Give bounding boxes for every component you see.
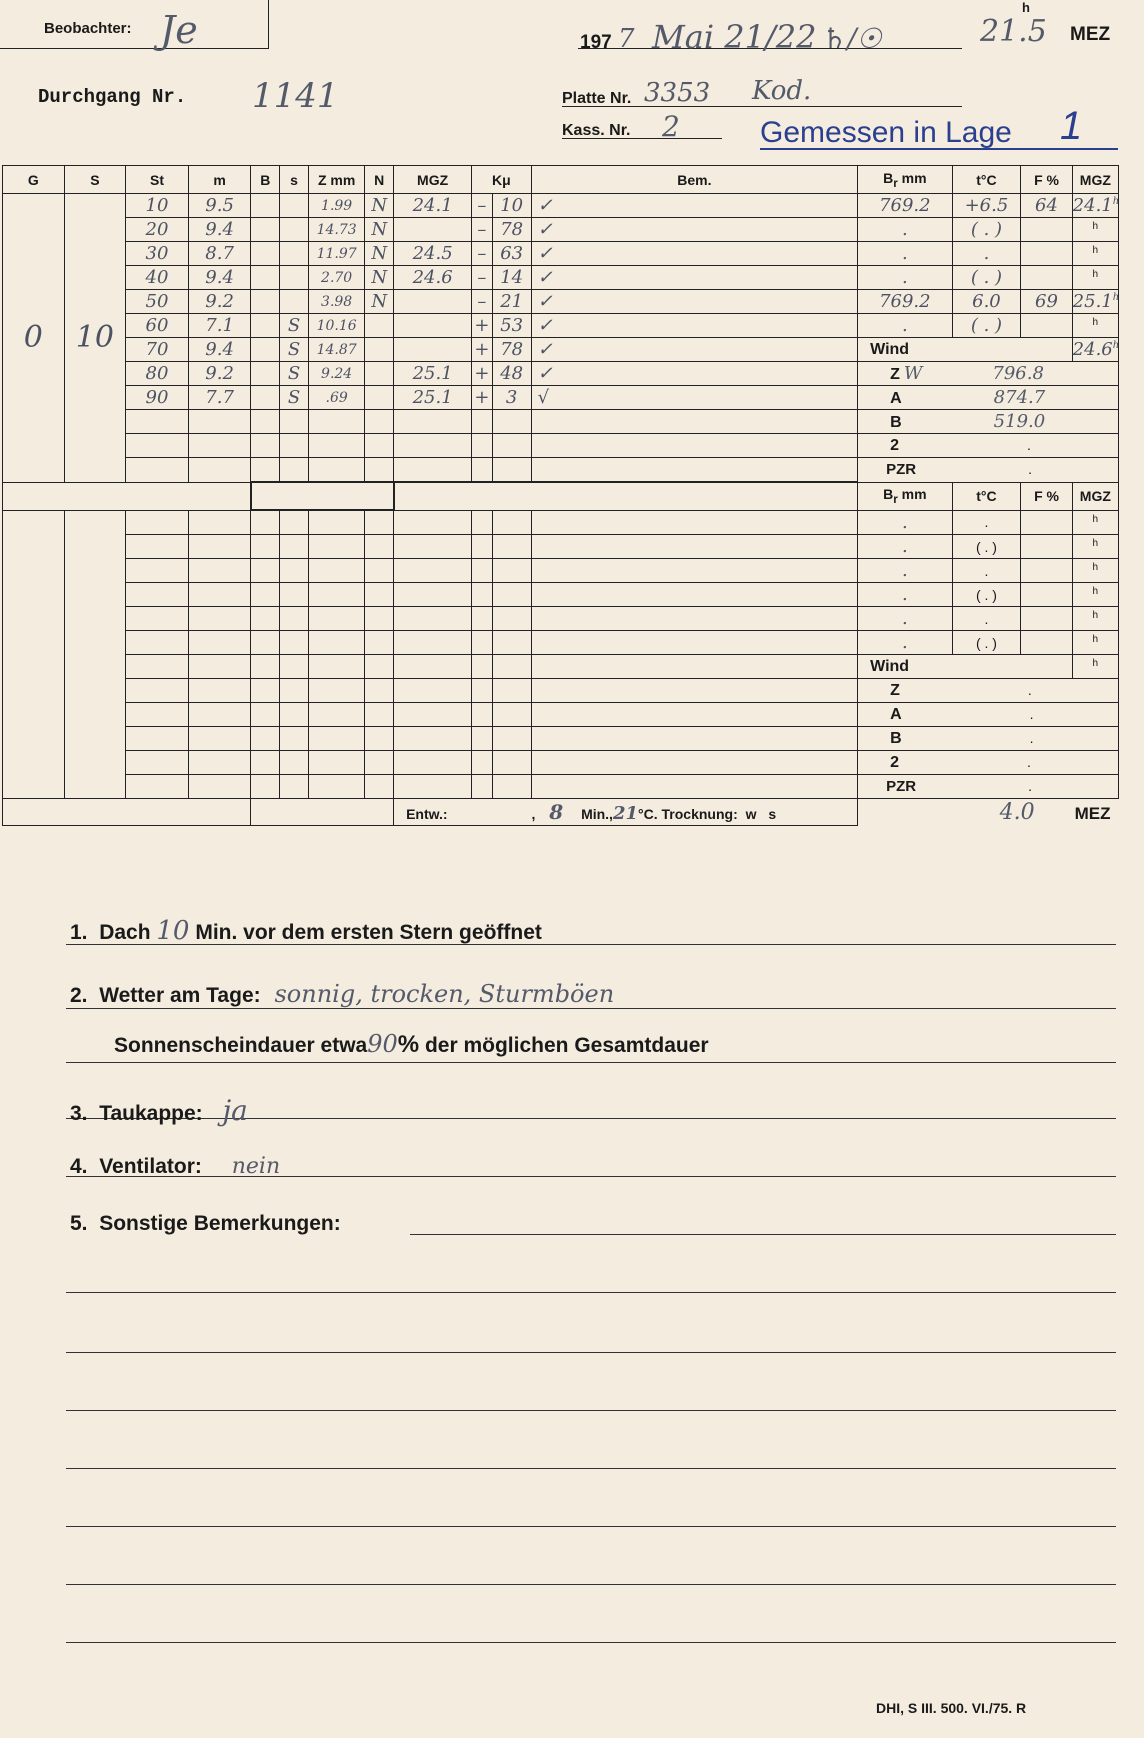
- param-label: A: [890, 390, 902, 407]
- meteo-br: .: [858, 583, 952, 607]
- observer-label: Beobachter:: [44, 20, 132, 37]
- q5-label: Sonstige Bemerkungen:: [99, 1212, 341, 1235]
- end-time: 4.0: [999, 799, 1035, 825]
- param-value: .: [1027, 753, 1031, 770]
- br-sub: r: [893, 176, 898, 190]
- cell-z: .69: [308, 386, 364, 410]
- param-label: Z: [890, 681, 900, 699]
- unit-h: h: [1112, 292, 1120, 303]
- unit-h: h: [1092, 538, 1099, 550]
- cell-n: [365, 314, 394, 338]
- meteo-f: 69: [1021, 290, 1072, 314]
- meteo-f: 64: [1021, 194, 1072, 218]
- meteo-br: .: [858, 314, 952, 338]
- cell-k-value: 63: [492, 242, 531, 266]
- cell-b: [251, 266, 280, 290]
- table-row: [3, 703, 1119, 727]
- meteo-br: .: [858, 559, 952, 583]
- cell-z: 3.98: [308, 290, 364, 314]
- meteo-t: +6.5: [952, 194, 1021, 218]
- kass-label: Kass. Nr.: [562, 122, 631, 139]
- col-kmu: Kμ: [472, 166, 532, 194]
- cell-m: 9.2: [188, 290, 251, 314]
- cell-n: [365, 338, 394, 362]
- cell-st: 10: [126, 194, 189, 218]
- cell-s: S: [280, 338, 309, 362]
- cell-k-sign: +: [472, 386, 493, 410]
- wind-mgz: [1072, 338, 1118, 362]
- col-mgz2-2: MGZ: [1072, 482, 1118, 510]
- cell-n: N: [365, 242, 394, 266]
- cell-k-sign: –: [472, 242, 493, 266]
- unit-h: h: [1092, 562, 1099, 574]
- col-mgz: MGZ: [394, 166, 472, 194]
- lage-stamp: [760, 104, 1118, 150]
- meteo-mgz: [1072, 242, 1118, 266]
- stamp-text: Gemessen in Lage: [760, 116, 1012, 149]
- cell-k-sign: +: [472, 338, 493, 362]
- observer-box: [0, 0, 269, 52]
- date-line: [578, 18, 962, 56]
- col-br-2: $B_r$ mm: [858, 482, 952, 510]
- unit-h: h: [1092, 245, 1099, 257]
- param-value: 519.0: [993, 411, 1046, 432]
- cell-k-sign: –: [472, 266, 493, 290]
- end-zone: MEZ: [1074, 803, 1111, 823]
- table-row: [3, 458, 1119, 483]
- table-row: [3, 194, 1119, 218]
- cell-st: 50: [126, 290, 189, 314]
- cell-k-value: 53: [492, 314, 531, 338]
- param-value: .: [1028, 461, 1032, 478]
- param-pzr-2: [858, 775, 1119, 799]
- end-time-cell: [858, 799, 1119, 826]
- q4: [70, 1154, 280, 1179]
- platte-label: Platte Nr.: [562, 90, 632, 107]
- block-separator: [3, 482, 1119, 510]
- cell-k-sign: +: [472, 314, 493, 338]
- cell-b: [251, 242, 280, 266]
- param-extra: W: [903, 363, 923, 384]
- table-row: [3, 266, 1119, 290]
- q2b-value: 90: [367, 1030, 398, 1058]
- param-label: B: [890, 414, 902, 431]
- param-label: A: [890, 705, 902, 723]
- year-hand: 7: [618, 24, 635, 54]
- table-row: [3, 631, 1119, 655]
- cell-s: [280, 242, 309, 266]
- q1-value: 10: [156, 916, 190, 946]
- table-row: [3, 607, 1119, 631]
- cell-st: 20: [126, 218, 189, 242]
- unit-h: h: [1092, 658, 1099, 670]
- unit-h: h: [1112, 340, 1120, 351]
- table-row: [3, 314, 1119, 338]
- cell-n: N: [365, 290, 394, 314]
- cell-z: 11.97: [308, 242, 364, 266]
- meteo-mgz: [1072, 314, 1118, 338]
- cell-k-value: 21: [492, 290, 531, 314]
- kass-line: [562, 110, 722, 143]
- col-z: Z mm: [308, 166, 364, 194]
- param-value: .: [1029, 705, 1034, 722]
- q2b: [114, 1030, 709, 1059]
- col-st: St: [126, 166, 189, 194]
- temp-label: °C. Trocknung:: [638, 806, 738, 822]
- param-label: 2: [890, 753, 900, 771]
- meteo-t: ( . ): [952, 218, 1021, 242]
- meteo-mgz: [1072, 290, 1118, 314]
- q1-b: Min. vor dem ersten Stern geöffnet: [195, 921, 542, 944]
- cell-mgz: 25.1: [394, 386, 472, 410]
- trock-w: w: [745, 806, 757, 822]
- table-row: [3, 751, 1119, 775]
- param-value: .: [1027, 681, 1032, 698]
- param-label: 2: [890, 436, 900, 454]
- table-row: [3, 535, 1119, 559]
- meteo-br: .: [858, 266, 952, 290]
- meteo-f: [1021, 242, 1072, 266]
- cell-mgz: 24.6: [394, 266, 472, 290]
- entw-cell: [394, 799, 858, 826]
- observation-table: [2, 165, 1119, 826]
- table-row: [3, 218, 1119, 242]
- cell-s: S: [280, 386, 309, 410]
- table-row: [3, 727, 1119, 751]
- cell-bem: ✓: [531, 314, 857, 338]
- footer-row: [3, 799, 1119, 826]
- cell-n: [365, 362, 394, 386]
- q2-value: sonnig, trocken, Sturmböen: [274, 980, 615, 1008]
- col-mgz2: MGZ: [1072, 166, 1118, 194]
- q1: [70, 916, 542, 946]
- param-value: .: [1029, 729, 1034, 746]
- col-f-2: F %: [1021, 482, 1072, 510]
- cell-b: [251, 314, 280, 338]
- cell-z: 10.16: [308, 314, 364, 338]
- cell-s: [280, 266, 309, 290]
- cell-k-value: 3: [492, 386, 531, 410]
- q5-num: 5.: [70, 1212, 88, 1235]
- param-a-2: [858, 703, 1119, 727]
- cell-z: 2.70: [308, 266, 364, 290]
- q2-num: 2.: [70, 984, 88, 1007]
- table-row: [3, 362, 1119, 386]
- cell-bem: ✓: [531, 242, 857, 266]
- param-b: [858, 410, 1119, 434]
- min-label: Min.,: [581, 806, 613, 822]
- cell-m: 7.7: [188, 386, 251, 410]
- q2b-pct: %: [397, 1031, 420, 1058]
- cell-z: 14.73: [308, 218, 364, 242]
- param-value: 796.8: [992, 363, 1044, 384]
- col-s-small: s: [280, 166, 309, 194]
- cell-k-sign: –: [472, 218, 493, 242]
- durchgang-label: Durchgang Nr.: [38, 86, 187, 108]
- meteo-mgz: [1072, 266, 1118, 290]
- cell-mgz: [394, 338, 472, 362]
- meteo-mgz-value: 24.1: [1072, 195, 1113, 216]
- cell-m: 8.7: [188, 242, 251, 266]
- meteo-mgz-value: 25.1: [1072, 291, 1113, 312]
- cell-bem: √: [531, 386, 857, 410]
- table-row: [3, 775, 1119, 799]
- cell-k-sign: –: [472, 194, 493, 218]
- time-zone: MEZ: [1070, 24, 1111, 45]
- table-row: [3, 338, 1119, 362]
- meteo-br: .: [858, 510, 952, 535]
- param-b-2: [858, 727, 1119, 751]
- cell-st: 70: [126, 338, 189, 362]
- q2-label: Wetter am Tage:: [99, 984, 261, 1007]
- unit-h: h: [1092, 269, 1099, 281]
- param-a: [858, 386, 1119, 410]
- entw-value: 8: [549, 800, 564, 824]
- meteo-f: [1021, 266, 1072, 290]
- meteo-t: .: [952, 559, 1021, 583]
- q3: [70, 1094, 248, 1127]
- time-value: 21.5: [980, 14, 1047, 49]
- cell-st: 80: [126, 362, 189, 386]
- cell-z: 1.99: [308, 194, 364, 218]
- cell-b: [251, 290, 280, 314]
- q3-label: Taukappe:: [99, 1102, 203, 1125]
- q4-label: Ventilator:: [99, 1155, 202, 1178]
- param-2-2: [858, 751, 1119, 775]
- meteo-f: [1021, 218, 1072, 242]
- unit-h: h: [1092, 221, 1099, 233]
- param-label: Z: [890, 366, 900, 383]
- cell-m: 9.2: [188, 362, 251, 386]
- q4-value: nein: [231, 1154, 281, 1179]
- q5-line: [410, 1234, 1116, 1235]
- unit-h: h: [1112, 196, 1120, 207]
- cell-mgz: [394, 218, 472, 242]
- meteo-mgz: [1072, 194, 1118, 218]
- cell-m: 9.5: [188, 194, 251, 218]
- entw-comma: ,: [531, 806, 536, 822]
- meteo-t: .: [952, 607, 1021, 631]
- platte-value: 3353: [644, 78, 711, 108]
- meteo-t: ( . ): [952, 631, 1021, 655]
- table-row: [3, 559, 1119, 583]
- remark-line: [66, 1642, 1116, 1643]
- cell-n: N: [365, 194, 394, 218]
- cell-s: S: [280, 362, 309, 386]
- remark-line: [66, 1584, 1116, 1585]
- col-m: m: [188, 166, 251, 194]
- time-unit-h: h: [1022, 0, 1030, 15]
- cell-st: 40: [126, 266, 189, 290]
- table-row: [3, 583, 1119, 607]
- q2b-b: der möglichen Gesamtdauer: [424, 1034, 709, 1057]
- col-g: G: [3, 166, 65, 194]
- col-f: F %: [1021, 166, 1072, 194]
- cell-k-value: 10: [492, 194, 531, 218]
- q2-line: [66, 1008, 1116, 1009]
- wind-label: Wind: [858, 338, 1073, 362]
- cell-bem: ✓: [531, 218, 857, 242]
- form-code: DHI, S III. 500. VI./75. R: [876, 1700, 1027, 1716]
- meteo-mgz: [1072, 218, 1118, 242]
- cell-m: 9.4: [188, 218, 251, 242]
- meteo-t: 6.0: [952, 290, 1021, 314]
- unit-h: h: [1092, 317, 1099, 329]
- cell-n: N: [365, 218, 394, 242]
- meteo-t: ( . ): [952, 583, 1021, 607]
- meteo-t: ( . ): [952, 314, 1021, 338]
- cell-n: N: [365, 266, 394, 290]
- cell-b: [251, 362, 280, 386]
- date-hand: Mai 21/22: [652, 18, 817, 56]
- cell-m: 7.1: [188, 314, 251, 338]
- wind-mgz-value: 24.6: [1072, 339, 1113, 360]
- meteo-t: ( . ): [952, 266, 1021, 290]
- kass-value: 2: [662, 110, 680, 143]
- param-z: [858, 362, 1119, 386]
- cell-s: [280, 290, 309, 314]
- param-z-2: [858, 679, 1119, 703]
- unit-h: h: [1092, 634, 1099, 646]
- meteo-t: .: [952, 510, 1021, 535]
- year-printed: 197: [580, 32, 612, 53]
- cell-bem: ✓: [531, 290, 857, 314]
- durchgang-value: 1141: [252, 76, 339, 116]
- cell-st: 90: [126, 386, 189, 410]
- param-value: .: [1027, 436, 1031, 453]
- cell-k-sign: +: [472, 362, 493, 386]
- cell-m: 9.4: [188, 338, 251, 362]
- stamp-value: 1: [1060, 104, 1083, 148]
- group-s: 10: [64, 194, 126, 483]
- meteo-br: .: [858, 535, 952, 559]
- meteo-f: [1021, 314, 1072, 338]
- entw-label: Entw.:: [406, 806, 448, 822]
- q3-value: ja: [222, 1094, 248, 1127]
- q1-num: 1.: [70, 921, 88, 944]
- cell-bem: ✓: [531, 194, 857, 218]
- param-2: [858, 434, 1119, 458]
- param-label: B: [890, 729, 902, 747]
- cell-s: [280, 218, 309, 242]
- unit-h: h: [1092, 586, 1099, 598]
- cell-st: 30: [126, 242, 189, 266]
- remark-line: [66, 1292, 1116, 1293]
- col-bem: Bem.: [531, 166, 857, 194]
- param-pzr: [858, 458, 1119, 483]
- remark-line: [66, 1410, 1116, 1411]
- remark-line: [66, 1468, 1116, 1469]
- platte-line: [562, 76, 962, 108]
- cell-b: [251, 218, 280, 242]
- q2b-line: [66, 1062, 1116, 1063]
- cell-mgz: [394, 314, 472, 338]
- col-t: t°C: [952, 166, 1021, 194]
- param-value: .: [1028, 778, 1032, 794]
- cell-mgz: 24.5: [394, 242, 472, 266]
- q2: [70, 980, 614, 1008]
- temp-value: 21: [612, 803, 639, 824]
- cell-b: [251, 338, 280, 362]
- cell-z: 14.87: [308, 338, 364, 362]
- table-row: [3, 410, 1119, 434]
- col-t-2: t°C: [952, 482, 1021, 510]
- param-label: PZR: [886, 461, 917, 479]
- q3-num: 3.: [70, 1102, 88, 1125]
- cell-mgz: 25.1: [394, 362, 472, 386]
- wind-label-2: Wind: [858, 655, 1073, 679]
- trock-s: s: [768, 806, 777, 822]
- cell-k-value: 78: [492, 218, 531, 242]
- unit-h: h: [1092, 610, 1099, 622]
- col-br: $B_r$ mm: [858, 166, 952, 194]
- cell-b: [251, 194, 280, 218]
- cell-bem: ✓: [531, 338, 857, 362]
- q2b-a: Sonnenscheindauer etwa: [114, 1034, 368, 1057]
- table-row: [3, 434, 1119, 458]
- observer-value: Je: [160, 8, 198, 52]
- cell-bem: ✓: [531, 266, 857, 290]
- cell-z: 9.24: [308, 362, 364, 386]
- table-row: [3, 242, 1119, 266]
- meteo-br: 769.2: [858, 194, 952, 218]
- param-label: PZR: [886, 778, 917, 795]
- meteo-br: .: [858, 242, 952, 266]
- table-row: [3, 290, 1119, 314]
- cell-k-value: 48: [492, 362, 531, 386]
- cell-st: 60: [126, 314, 189, 338]
- cell-b: [251, 386, 280, 410]
- q5: [70, 1212, 341, 1236]
- br-sub: r: [893, 492, 898, 506]
- meteo-t: .: [952, 242, 1021, 266]
- cell-k-value: 78: [492, 338, 531, 362]
- table-row: [3, 510, 1119, 535]
- param-value: 874.7: [993, 387, 1046, 408]
- table-row: [3, 679, 1119, 703]
- platte-extra: Kod.: [752, 76, 812, 106]
- cell-mgz: [394, 290, 472, 314]
- q4-num: 4.: [70, 1155, 88, 1178]
- group-g: 0: [3, 194, 65, 483]
- cell-mgz: 24.1: [394, 194, 472, 218]
- remark-line: [66, 1526, 1116, 1527]
- moon-symbols: ♄/☉: [822, 22, 882, 55]
- q1-a: Dach: [99, 921, 151, 944]
- meteo-br: 769.2: [858, 290, 952, 314]
- cell-k-value: 14: [492, 266, 531, 290]
- meteo-t: ( . ): [952, 535, 1021, 559]
- meteo-br: .: [858, 631, 952, 655]
- table-header: [3, 166, 1119, 194]
- cell-s: [280, 194, 309, 218]
- cell-bem: ✓: [531, 362, 857, 386]
- cell-k-sign: –: [472, 290, 493, 314]
- meteo-br: .: [858, 607, 952, 631]
- cell-m: 9.4: [188, 266, 251, 290]
- table-row: [3, 655, 1119, 679]
- cell-s: S: [280, 314, 309, 338]
- table-row: [3, 386, 1119, 410]
- meteo-br: .: [858, 218, 952, 242]
- cell-n: [365, 386, 394, 410]
- col-s: S: [64, 166, 126, 194]
- col-n: N: [365, 166, 394, 194]
- remark-line: [66, 1352, 1116, 1353]
- col-b: B: [251, 166, 280, 194]
- unit-h: h: [1092, 513, 1099, 525]
